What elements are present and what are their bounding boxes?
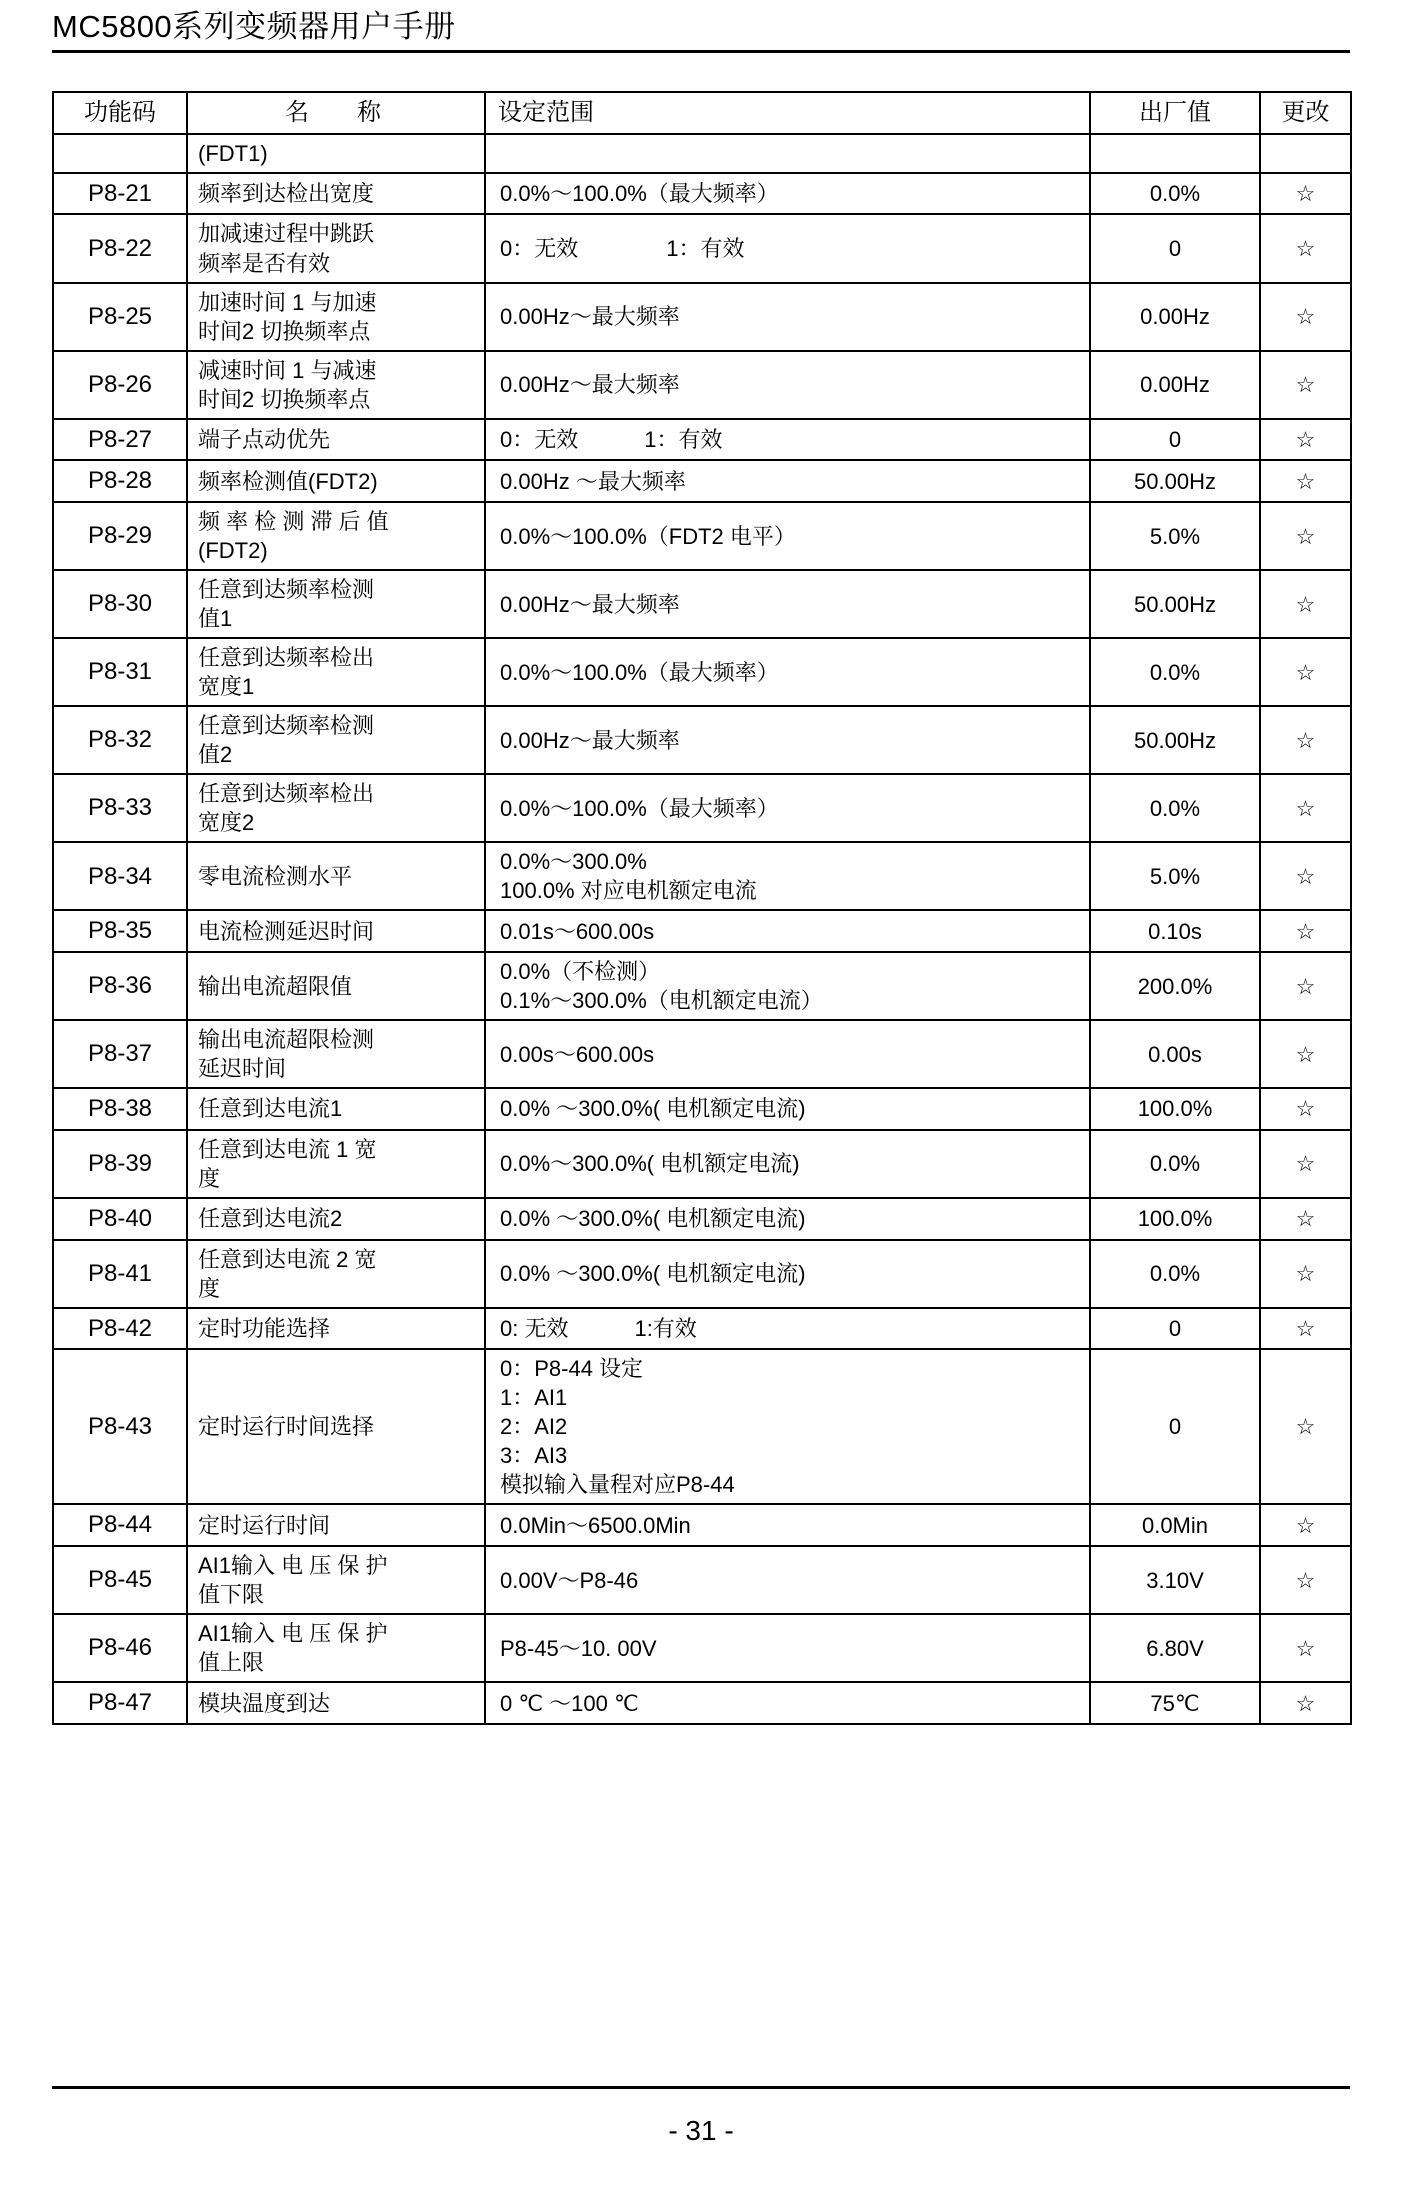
cell-default: 0.0% xyxy=(1090,638,1260,706)
cell-range-line: 0.0%（不检测） xyxy=(500,959,661,985)
cell-name: 频率检测值(FDT2) xyxy=(187,460,485,502)
cell-name-line: 宽度1 xyxy=(198,674,255,700)
cell-name: 任意到达电流2 xyxy=(187,1198,485,1240)
cell-code: P8-29 xyxy=(53,502,187,570)
cell-change: ☆ xyxy=(1260,638,1351,706)
cell-default: 0 xyxy=(1090,419,1260,461)
cell-change: ☆ xyxy=(1260,1020,1351,1088)
table-row xyxy=(53,283,1351,351)
cell-range: 0.00Hz～最大频率 xyxy=(485,351,1090,419)
cell-code: P8-44 xyxy=(53,1504,187,1546)
cell-name-line: 输出电流超限检测 xyxy=(198,1027,375,1053)
cell-range-line: 2：AI2 xyxy=(500,1414,568,1440)
cell-change: ☆ xyxy=(1260,1546,1351,1614)
table-row xyxy=(53,1198,1351,1240)
cell-default: 6.80V xyxy=(1090,1614,1260,1682)
cell-range-line: 模拟输入量程对应P8-44 xyxy=(500,1472,735,1498)
cell-code: P8-43 xyxy=(53,1349,187,1504)
cell-default: 100.0% xyxy=(1090,1088,1260,1130)
table-row xyxy=(53,173,1351,215)
cell-range: 0 ℃ ～100 ℃ xyxy=(485,1682,1090,1724)
cell-range: 0.0%～100.0%（最大频率） xyxy=(485,173,1090,215)
table-row xyxy=(53,910,1351,952)
cell-change: ☆ xyxy=(1260,419,1351,461)
cell-code: P8-21 xyxy=(53,173,187,215)
cell-name xyxy=(187,706,485,774)
cell-range: 0.0% ～300.0%( 电机额定电流) xyxy=(485,1198,1090,1240)
cell-code: P8-22 xyxy=(53,214,187,282)
header-code: 功能码 xyxy=(53,92,187,134)
header-divider xyxy=(52,50,1350,53)
cell-range xyxy=(485,842,1090,910)
cell-name: 定时运行时间选择 xyxy=(187,1349,485,1504)
cell-code: P8-46 xyxy=(53,1614,187,1682)
cell-range-line: 100.0% 对应电机额定电流 xyxy=(500,878,757,904)
cell-code: P8-30 xyxy=(53,570,187,638)
cell-code: P8-47 xyxy=(53,1682,187,1724)
cell-change: ☆ xyxy=(1260,283,1351,351)
cell-name-line: 任意到达频率检出 xyxy=(198,645,375,671)
cell-name-line: 任意到达频率检测 xyxy=(198,713,375,739)
cell-change: ☆ xyxy=(1260,1088,1351,1130)
table-row xyxy=(53,1504,1351,1546)
cell-change: ☆ xyxy=(1260,460,1351,502)
cell-name: 任意到达电流1 xyxy=(187,1088,485,1130)
cell-name-line: 宽度2 xyxy=(198,810,255,836)
cell-code: P8-42 xyxy=(53,1308,187,1350)
cell-name xyxy=(187,774,485,842)
cell-name xyxy=(187,502,485,570)
cell-change: ☆ xyxy=(1260,1240,1351,1308)
cell-default: 50.00Hz xyxy=(1090,570,1260,638)
cell-name-line: 时间2 切换频率点 xyxy=(198,386,371,412)
cell-code: P8-33 xyxy=(53,774,187,842)
cell-default: 0 xyxy=(1090,1349,1260,1504)
table-row xyxy=(53,1130,1351,1198)
cell-name-line: 频 率 检 测 滞 后 值 xyxy=(198,509,389,534)
cell-change: ☆ xyxy=(1260,1682,1351,1724)
table-header-row xyxy=(53,92,1351,134)
cell-name-line: 频率是否有效 xyxy=(198,250,331,276)
cell-name xyxy=(187,1020,485,1088)
cell-code: P8-45 xyxy=(53,1546,187,1614)
cell-change: ☆ xyxy=(1260,351,1351,419)
cell-name-line: 度 xyxy=(198,1275,221,1301)
header-range: 设定范围 xyxy=(485,92,1090,134)
cell-change: ☆ xyxy=(1260,842,1351,910)
header-default: 出厂值 xyxy=(1090,92,1260,134)
cell-default: 100.0% xyxy=(1090,1198,1260,1240)
cell-code: P8-38 xyxy=(53,1088,187,1130)
cell-code: P8-26 xyxy=(53,351,187,419)
table-row xyxy=(53,134,1351,173)
cell-range: 0.01s～600.00s xyxy=(485,910,1090,952)
cell-name-line: AI1输入 电 压 保 护 xyxy=(198,1553,388,1579)
cell-change: ☆ xyxy=(1260,214,1351,282)
table-row xyxy=(53,1546,1351,1614)
cell-range: 0.00Hz ～最大频率 xyxy=(485,460,1090,502)
cell-range-line: 0：P8-44 设定 xyxy=(500,1356,644,1382)
header-name: 名 称 xyxy=(187,92,485,134)
cell-range: 0.00s～600.00s xyxy=(485,1020,1090,1088)
cell-name xyxy=(187,1614,485,1682)
cell-change: ☆ xyxy=(1260,910,1351,952)
cell-code: P8-40 xyxy=(53,1198,187,1240)
cell-range: 0.0% ～300.0%( 电机额定电流) xyxy=(485,1088,1090,1130)
cell-code: P8-35 xyxy=(53,910,187,952)
cell-default: 0.10s xyxy=(1090,910,1260,952)
cell-default: 0.00s xyxy=(1090,1020,1260,1088)
cell-range: 0.0% ～300.0%( 电机额定电流) xyxy=(485,1240,1090,1308)
cell-name-line: 任意到达电流 1 宽 xyxy=(198,1136,377,1162)
cell-name: 端子点动优先 xyxy=(187,419,485,461)
cell-change: ☆ xyxy=(1260,1614,1351,1682)
header-change: 更改 xyxy=(1260,92,1351,134)
cell-range-line: 0.0%～300.0% xyxy=(500,849,647,875)
table-row xyxy=(53,842,1351,910)
cell-name xyxy=(187,1546,485,1614)
cell-default: 0.00Hz xyxy=(1090,351,1260,419)
cell-default: 5.0% xyxy=(1090,502,1260,570)
cell-name-line: 时间2 切换频率点 xyxy=(198,318,371,344)
cell-name: (FDT1) xyxy=(187,134,485,173)
cell-default: 5.0% xyxy=(1090,842,1260,910)
table-row xyxy=(53,1308,1351,1350)
page-header: MC5800系列变频器用户手册 xyxy=(52,9,456,44)
cell-name xyxy=(187,351,485,419)
cell-code: P8-37 xyxy=(53,1020,187,1088)
cell-range: 0：无效 1：有效 xyxy=(485,214,1090,282)
table-row xyxy=(53,774,1351,842)
cell-default: 3.10V xyxy=(1090,1546,1260,1614)
cell-range: 0.00Hz～最大频率 xyxy=(485,283,1090,351)
table-row xyxy=(53,706,1351,774)
cell-name-line: 值下限 xyxy=(198,1582,265,1608)
cell-name xyxy=(187,1240,485,1308)
table-row xyxy=(53,214,1351,282)
cell-name: 电流检测延迟时间 xyxy=(187,910,485,952)
cell-name-line: 值2 xyxy=(198,742,233,768)
cell-name-line: 任意到达电流 2 宽 xyxy=(198,1246,377,1272)
cell-range: 0：无效 1：有效 xyxy=(485,419,1090,461)
cell-range xyxy=(485,1349,1090,1504)
cell-name-line: 减速时间 1 与减速 xyxy=(198,357,377,383)
cell-default: 0.00Hz xyxy=(1090,283,1260,351)
cell-name xyxy=(187,283,485,351)
table-row xyxy=(53,351,1351,419)
cell-range xyxy=(485,134,1090,173)
cell-change: ☆ xyxy=(1260,1504,1351,1546)
cell-change: ☆ xyxy=(1260,1198,1351,1240)
cell-code: P8-25 xyxy=(53,283,187,351)
cell-code: P8-28 xyxy=(53,460,187,502)
cell-name: 输出电流超限值 xyxy=(187,952,485,1020)
cell-code: P8-32 xyxy=(53,706,187,774)
cell-name-line: 值上限 xyxy=(198,1650,265,1676)
cell-name-line: 度 xyxy=(198,1165,221,1191)
cell-code xyxy=(53,134,187,173)
cell-code: P8-27 xyxy=(53,419,187,461)
cell-default: 75℃ xyxy=(1090,1682,1260,1724)
cell-default: 0 xyxy=(1090,1308,1260,1350)
cell-name xyxy=(187,1130,485,1198)
cell-change: ☆ xyxy=(1260,570,1351,638)
page-number: - 31 - xyxy=(668,2115,734,2146)
cell-range: 0.00Hz～最大频率 xyxy=(485,570,1090,638)
cell-default: 0.0% xyxy=(1090,1240,1260,1308)
cell-default: 50.00Hz xyxy=(1090,460,1260,502)
cell-name xyxy=(187,638,485,706)
cell-default: 0 xyxy=(1090,214,1260,282)
cell-name-line: (FDT2) xyxy=(198,538,268,564)
cell-code: P8-34 xyxy=(53,842,187,910)
cell-range: 0.0%～300.0%( 电机额定电流) xyxy=(485,1130,1090,1198)
cell-name: 定时运行时间 xyxy=(187,1504,485,1546)
cell-name-line: 值1 xyxy=(198,606,233,632)
cell-range: 0.0%～100.0%（最大频率） xyxy=(485,638,1090,706)
cell-range xyxy=(485,952,1090,1020)
cell-range: 0.0%～100.0%（最大频率） xyxy=(485,774,1090,842)
table-row xyxy=(53,1020,1351,1088)
table-row xyxy=(53,952,1351,1020)
cell-name-line: 延迟时间 xyxy=(198,1056,287,1082)
cell-change: ☆ xyxy=(1260,1349,1351,1504)
cell-change: ☆ xyxy=(1260,952,1351,1020)
cell-change: ☆ xyxy=(1260,502,1351,570)
table-row xyxy=(53,419,1351,461)
cell-default: 0.0% xyxy=(1090,774,1260,842)
table-row xyxy=(53,1614,1351,1682)
cell-name: 模块温度到达 xyxy=(187,1682,485,1724)
cell-range: P8-45～10. 00V xyxy=(485,1614,1090,1682)
cell-range: 0.00V～P8-46 xyxy=(485,1546,1090,1614)
cell-name: 零电流检测水平 xyxy=(187,842,485,910)
cell-range-line: 0.1%～300.0%（电机额定电流） xyxy=(500,988,823,1014)
table-row xyxy=(53,570,1351,638)
cell-default: 0.0% xyxy=(1090,1130,1260,1198)
footer-divider xyxy=(52,2086,1350,2089)
cell-name-line: 加减速过程中跳跃 xyxy=(198,221,375,247)
cell-name: 频率到达检出宽度 xyxy=(187,173,485,215)
cell-range-line: 3：AI3 xyxy=(500,1443,568,1469)
table-row xyxy=(53,638,1351,706)
cell-range: 0: 无效 1:有效 xyxy=(485,1308,1090,1350)
table-row xyxy=(53,502,1351,570)
cell-name-line: 加速时间 1 与加速 xyxy=(198,289,377,315)
cell-name: 定时功能选择 xyxy=(187,1308,485,1350)
cell-change: ☆ xyxy=(1260,774,1351,842)
cell-range: 0.0%～100.0%（FDT2 电平） xyxy=(485,502,1090,570)
cell-default xyxy=(1090,134,1260,173)
table-row xyxy=(53,1088,1351,1130)
table-row xyxy=(53,460,1351,502)
cell-change: ☆ xyxy=(1260,173,1351,215)
cell-name xyxy=(187,214,485,282)
table-row xyxy=(53,1240,1351,1308)
table-row xyxy=(53,1349,1351,1504)
parameter-table xyxy=(52,91,1352,1725)
cell-name-line: AI1输入 电 压 保 护 xyxy=(198,1621,388,1647)
cell-range: 0.00Hz～最大频率 xyxy=(485,706,1090,774)
cell-name xyxy=(187,570,485,638)
cell-change: ☆ xyxy=(1260,1308,1351,1350)
cell-default: 200.0% xyxy=(1090,952,1260,1020)
cell-range-line: 1：AI1 xyxy=(500,1385,568,1411)
cell-code: P8-39 xyxy=(53,1130,187,1198)
cell-name-line: 任意到达频率检出 xyxy=(198,781,375,807)
cell-default: 0.0Min xyxy=(1090,1504,1260,1546)
cell-change xyxy=(1260,134,1351,173)
cell-default: 0.0% xyxy=(1090,173,1260,215)
cell-range: 0.0Min～6500.0Min xyxy=(485,1504,1090,1546)
cell-change: ☆ xyxy=(1260,1130,1351,1198)
cell-code: P8-31 xyxy=(53,638,187,706)
cell-default: 50.00Hz xyxy=(1090,706,1260,774)
cell-code: P8-41 xyxy=(53,1240,187,1308)
table-row xyxy=(53,1682,1351,1724)
cell-change: ☆ xyxy=(1260,706,1351,774)
cell-code: P8-36 xyxy=(53,952,187,1020)
cell-name-line: 任意到达频率检测 xyxy=(198,577,375,603)
